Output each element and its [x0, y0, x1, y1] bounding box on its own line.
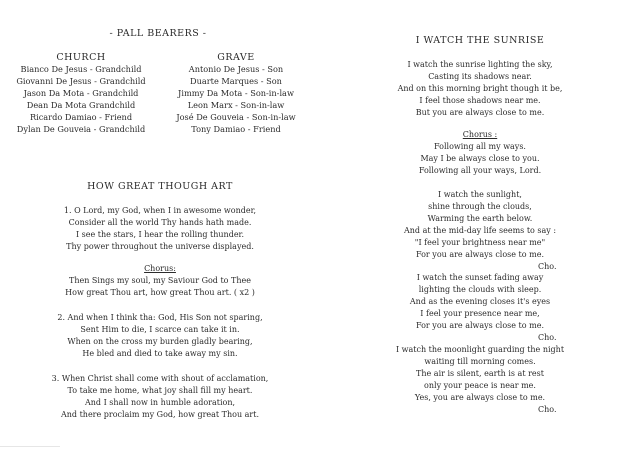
grave-title: GRAVE	[217, 52, 255, 63]
chorus-line: Following all my ways.	[434, 142, 526, 151]
verse-line: To take me home, what joy shall fill my heart.	[67, 386, 253, 395]
verse-line: Casting its shadows near.	[428, 72, 532, 81]
grave-bearer: Tony Damiao - Friend	[191, 124, 281, 134]
grave-bearer: Antonio De Jesus - Son	[188, 64, 284, 74]
verse-line: For you are always close to me.	[416, 250, 544, 259]
verse-line: Yes, you are always close to me.	[414, 393, 546, 402]
verse-line: I see the stars, I hear the rolling thunder.	[75, 230, 245, 239]
chorus-label: Chorus :	[462, 130, 498, 139]
verse-line: 1. O Lord, my God, when I in awesome wonder,	[63, 206, 257, 215]
verse-line: only your peace is near me.	[424, 381, 536, 390]
church-bearer: Ricardo Damiao - Friend	[29, 112, 133, 122]
verse-line: When on the cross my burden gladly bearing,	[67, 337, 253, 346]
grave-bearer: Jimmy Da Mota - Son-in-law	[178, 88, 294, 98]
hymn-title-left: HOW GREAT THOUGH ART	[87, 181, 233, 192]
church-bearer: Dean Da Mota Grandchild	[26, 100, 136, 110]
verse-line: The air is silent, earth is at rest	[416, 369, 544, 378]
chorus-label: Chorus:	[144, 264, 176, 273]
verse-line: Warming the earth below.	[427, 214, 533, 223]
verse-line: 2. And when I think tha: God, His Son not sparing,	[57, 313, 263, 322]
chorus-line: Then Sings my soul, my Saviour God to Thee	[69, 276, 251, 285]
chorus-line: How great Thou art, how great Thou art. ( x2 )	[65, 288, 255, 297]
cho-marker: Cho.	[538, 333, 557, 342]
verse-line: I watch the sunset fading away	[416, 273, 544, 282]
verse-line: shine through the clouds,	[428, 202, 532, 211]
verse-line: And as the evening closes it's eyes	[409, 297, 551, 306]
verse-line: And I shall now in humble adoration,	[84, 398, 236, 407]
verse-line: I watch the sunlight,	[438, 190, 522, 199]
verse-line: Consider all the world Thy hands hath made.	[68, 218, 252, 227]
verse-line: For you are always close to me.	[416, 321, 544, 330]
verse-line: 3. When Christ shall come with shout of acclamation,	[51, 374, 269, 383]
verse-line: I feel those shadows near me.	[419, 96, 541, 105]
cho-marker: Cho.	[538, 405, 557, 414]
verse-line: But you are always close to me.	[415, 108, 545, 117]
verse-line: waiting till morning comes.	[424, 357, 536, 366]
church-bearer: Giovanni De Jesus - Grandchild	[16, 76, 146, 86]
page-edge-mark	[0, 446, 60, 447]
cho-marker: Cho.	[538, 262, 557, 271]
church-bearer: Jason Da Mota - Grandchild	[23, 88, 139, 98]
verse-line: I feel your presence near me,	[420, 309, 540, 318]
grave-bearer: Duarte Marques - Son	[190, 76, 282, 86]
verse-line: He bled and died to take away my sin.	[82, 349, 238, 358]
chorus-line: May I be always close to you.	[420, 154, 540, 163]
verse-line: I watch the sunrise lighting the sky,	[407, 60, 553, 69]
verse-line: And there proclaim my God, how great Thou art.	[60, 410, 260, 419]
verse-line: "I feel your brightness near me"	[414, 238, 546, 247]
pallbearers-heading: - PALL BEARERS -	[109, 28, 207, 39]
grave-bearer: José De Gouveia - Son-in-law	[176, 112, 296, 122]
verse-line: Thy power throughout the universe displayed.	[66, 242, 254, 251]
verse-line: And on this morning bright though it be,	[397, 84, 563, 93]
hymn-title-right: I WATCH THE SUNRISE	[415, 35, 545, 46]
church-bearer: Dylan De Gouveia - Grandchild	[16, 124, 146, 134]
verse-line: I watch the moonlight guarding the night	[395, 345, 565, 354]
verse-line: lighting the clouds with sleep.	[418, 285, 542, 294]
verse-line: And at the mid-day life seems to say :	[403, 226, 557, 235]
church-bearer: Bianco De Jesus - Grandchild	[20, 64, 142, 74]
church-title: CHURCH	[56, 52, 106, 63]
grave-bearer: Leon Marx - Son-in-law	[187, 100, 285, 110]
verse-line: Sent Him to die, I scarce can take it in.	[80, 325, 240, 334]
chorus-line: Following all your ways, Lord.	[418, 166, 542, 175]
